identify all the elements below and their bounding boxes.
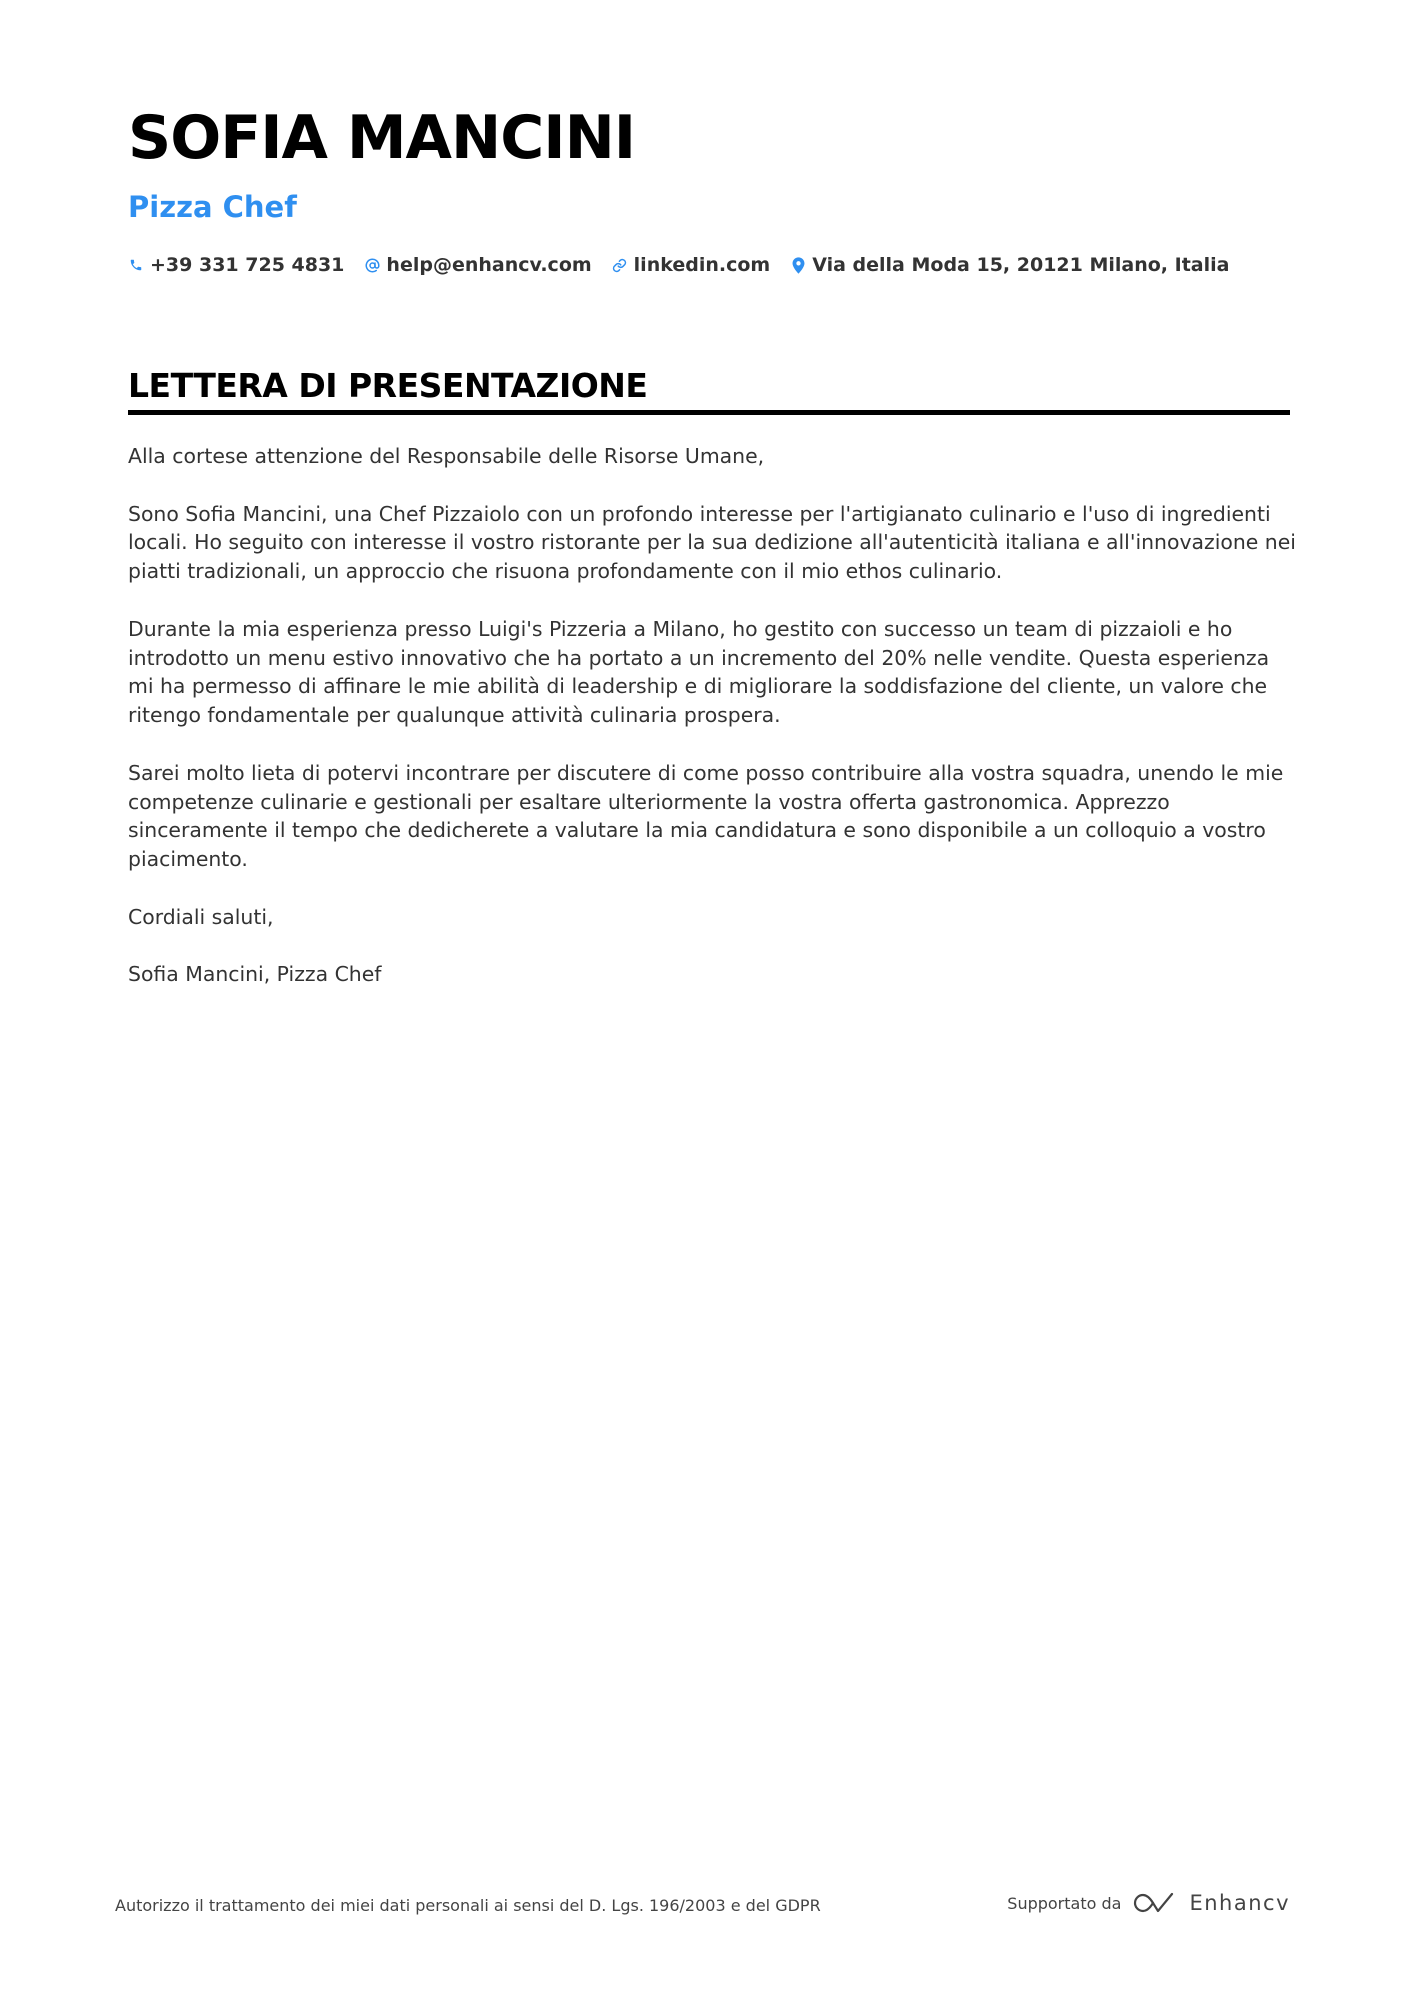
- contact-email: [364, 254, 591, 276]
- candidate-name: SOFIA MANCINI: [128, 103, 636, 173]
- letter-salutation: Alla cortese attenzione del Responsabile delle Risorse Umane,: [128, 444, 765, 468]
- letter-paragraph-3: Sarei molto lieta di potervi incontrare per discutere di come posso contribuire alla vostra squadra, unendo le mie competenze culinarie e gestionali per esaltare ulteriormente la vostra offerta gastronomica. Apprezzo sinceramente il tempo che dedicherete a valutare la mia candidatura e sono disponibile a un colloquio a vostro piacimento.: [128, 760, 1284, 872]
- contact-linkedin-text[interactable]: linkedin.com: [633, 254, 771, 276]
- letter-paragraph-2: Durante la mia esperienza presso Luigi's Pizzeria a Milano, ho gestito con successo un team di pizzaioli e ho introdotto un menu estivo innovativo che ha portato a un incremento del 20% nelle vendite. Questa esperienza mi ha permesso di affinare le mie abilità di leadership e di migliorare la soddisfazione del cliente, un valore che ritengo fondamentale per qualunque attività culinaria prospera.: [128, 616, 1270, 728]
- letter-paragraph-1: Sono Sofia Mancini, una Chef Pizzaiolo con un profondo interesse per l'artigianato culinario e l'uso di ingredienti locali. Ho seguito con interesse il vostro ristorante per la sua dedizione all'autenticità italiana e all'innovazione nei piatti tradizionali, un approccio che risuona profondamente con il mio ethos culinario.: [128, 501, 1296, 584]
- letter-body: [128, 442, 1298, 1018]
- contact-email-text[interactable]: help@enhancv.com: [386, 254, 592, 276]
- letter-closing: Cordiali saluti,: [128, 904, 274, 929]
- link-icon: [612, 255, 628, 275]
- phone-icon: [128, 255, 144, 275]
- location-pin-icon: [790, 255, 806, 275]
- contact-address-text: Via della Moda 15, 20121 Milano, Italia: [812, 254, 1230, 276]
- contact-address: [790, 254, 1229, 276]
- at-icon: [364, 255, 380, 275]
- contact-phone-text[interactable]: +39 331 725 4831: [150, 254, 345, 276]
- powered-by-label: Supportato da: [1007, 1893, 1122, 1913]
- candidate-title: Pizza Chef: [128, 190, 297, 224]
- letter-signature: Sofia Mancini, Pizza Chef: [128, 962, 382, 987]
- contact-phone: [128, 254, 344, 276]
- section-title: LETTERA DI PRESENTAZIONE: [128, 366, 648, 405]
- contact-linkedin: [612, 254, 771, 276]
- privacy-consent-text: Autorizzo il trattamento dei miei dati personali ai sensi del D. Lgs. 196/2003 e del GDPR: [115, 1896, 821, 1915]
- section-divider: [128, 410, 1290, 415]
- powered-by[interactable]: [1007, 1890, 1290, 1916]
- contact-bar: [128, 254, 1249, 276]
- brand-name: Enhancv: [1189, 1891, 1290, 1915]
- enhancv-logo-icon: [1133, 1890, 1179, 1916]
